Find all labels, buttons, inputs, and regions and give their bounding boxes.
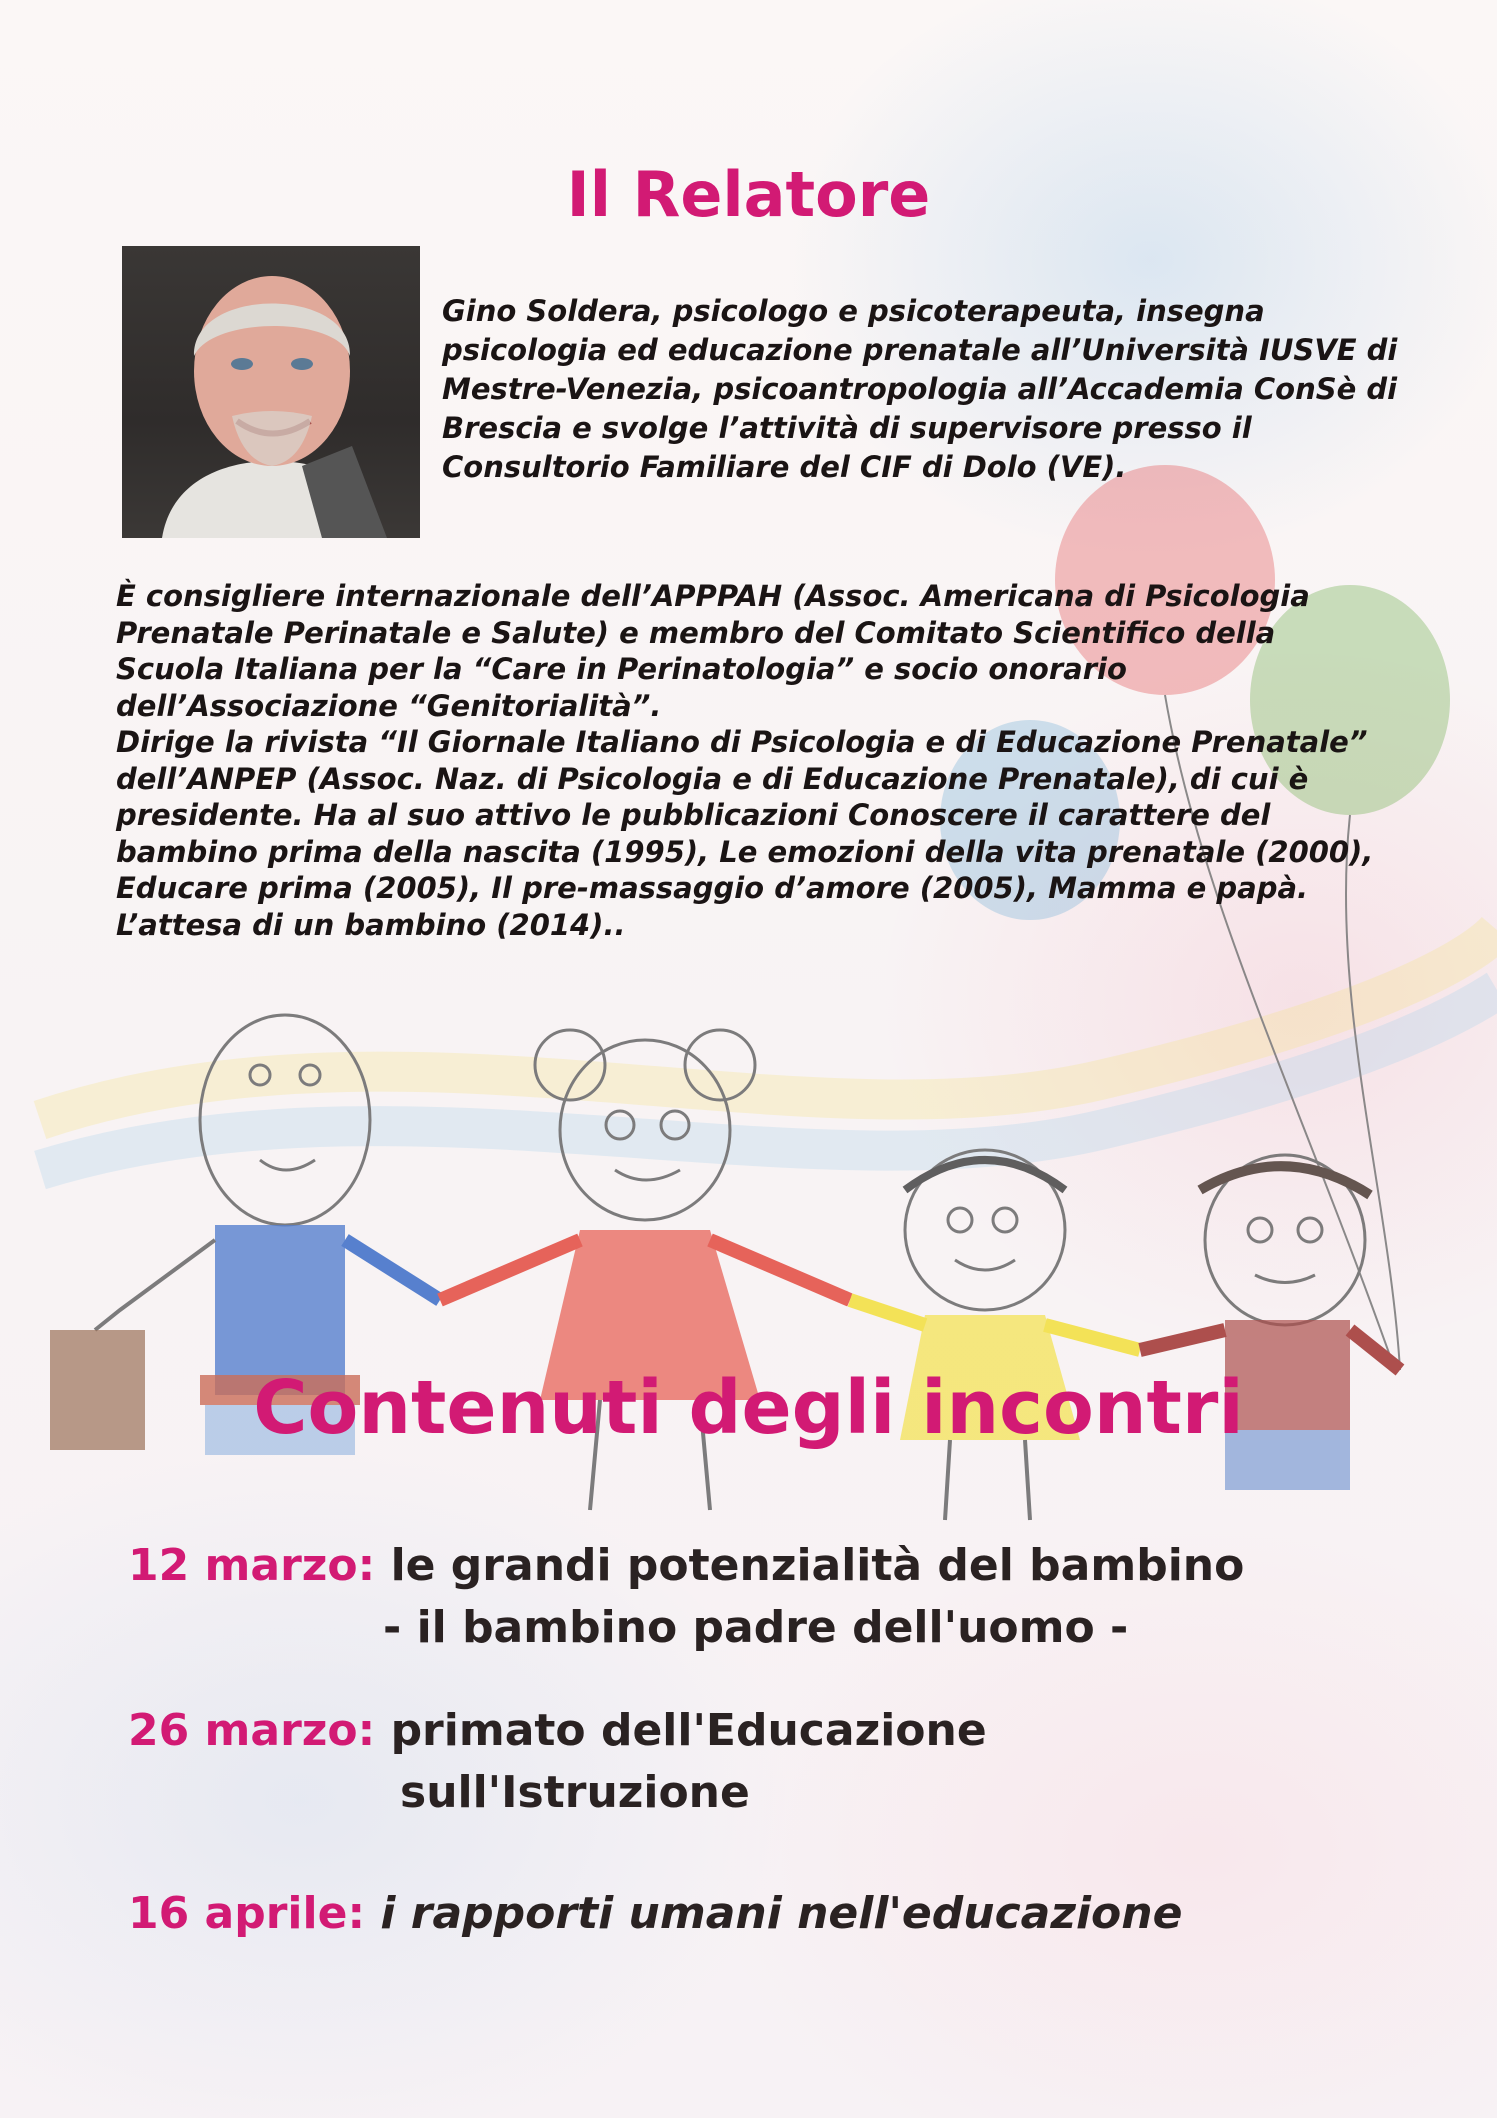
event-topic: i rapporti umani nell'educazione xyxy=(380,1888,1183,1939)
section-title-relatore: Il Relatore xyxy=(566,158,931,231)
bio-paragraph-publications: Dirige la rivista “Il Giornale Italiano di Psicologia e di Educazione Prenatale” dell’ANPEP (Assoc. Naz. di Psicologia e di Educazione Prenatale), di cui è presidente. Ha al suo attivo le pubblicazioni Conoscere il carattere del bambino prima della nascita (1995), Le emozioni della vita prenatale (2000), Educare prima (2005), Il pre-massaggio d’amore (2005), Mamma e papà. L’attesa di un bambino (2014).. xyxy=(116,725,1374,942)
event-topic: primato dell'Educazione xyxy=(390,1705,987,1756)
event-topic-subtitle: - il bambino padre dell'uomo - xyxy=(383,1602,1129,1653)
speaker-intro: Gino Soldera, psicologo e psicoterapeuta, insegna psicologia ed educazione prenatale all’Università IUSVE di Mestre-Venezia, psicoantropologia all’Accademia ConSè di Brescia e svolge l’attività di supervisore presso il Consultorio Familiare del CIF di Dolo (VE). xyxy=(442,294,1398,484)
bio-paragraph-memberships: È consigliere internazionale dell’APPPAH (Assoc. Americana di Psicologia Prenatale Perinatale e Salute) e membro del Comitato Scientifico della Scuola Italiana per la “Care in Perinatologia” e socio onorario dell’Associazione “Genitorialità”. xyxy=(116,579,1310,723)
event-date: 26 marzo: xyxy=(128,1705,376,1756)
event-topic-continuation: sull'Istruzione xyxy=(400,1767,750,1818)
event-date: 12 marzo: xyxy=(128,1540,376,1591)
event-item xyxy=(128,1535,1244,1659)
event-date: 16 aprile: xyxy=(128,1888,366,1939)
speaker-bio xyxy=(116,578,1386,943)
event-item xyxy=(128,1883,1182,1945)
figure-girl xyxy=(850,1150,1140,1520)
event-topic: le grandi potenzialità del bambino xyxy=(390,1540,1245,1591)
speaker-photo xyxy=(122,246,420,538)
section-title-contenuti: Contenuti degli incontri xyxy=(253,1365,1244,1451)
event-item xyxy=(128,1700,987,1824)
